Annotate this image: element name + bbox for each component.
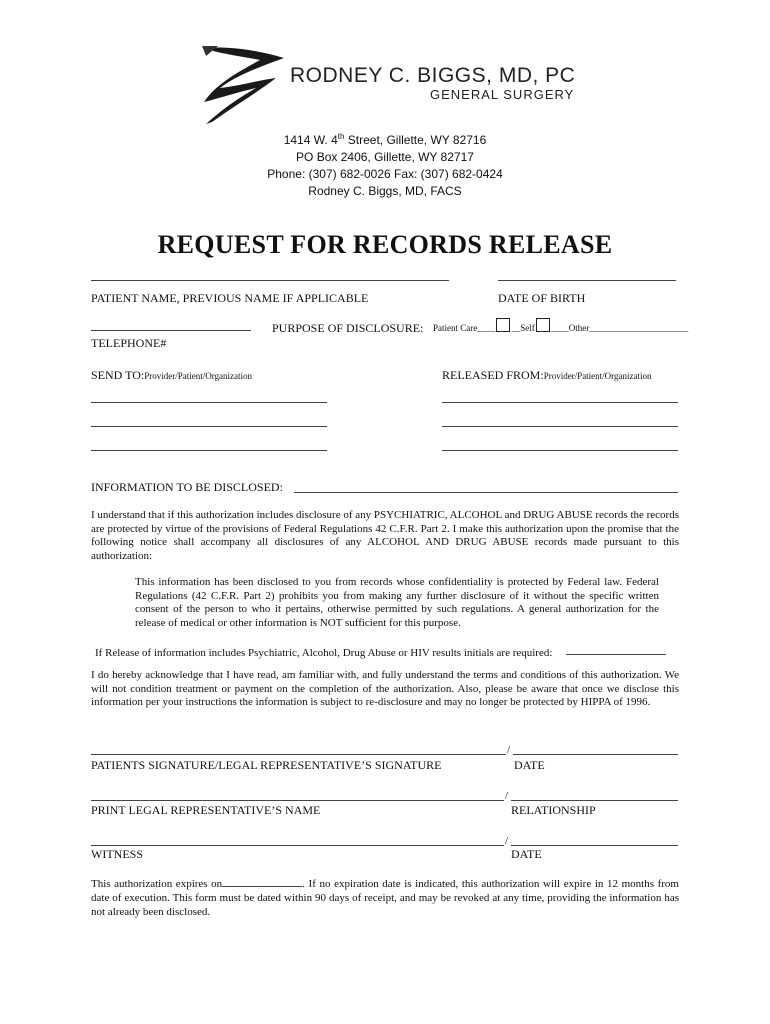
info-disclosed-label: INFORMATION TO BE DISCLOSED: bbox=[91, 480, 283, 494]
purpose-patient-care-label: Patient Care bbox=[433, 323, 478, 333]
federal-notice-paragraph: This information has been disclosed to you from records whose confidentiality is protected by Federal law. Federal Regulations (42 C.F.R. Part 2) prohibits you from making any further disclosure of it without the specific written consent of the person to who it pertains, otherwise permitted by such regulations. A general authorization for the release of medical or other information is NOT sufficient for this purpose. bbox=[135, 576, 659, 629]
signature-date-field[interactable] bbox=[513, 754, 678, 755]
practice-specialty: GENERAL SURGERY bbox=[430, 87, 575, 102]
signature-label: PATIENTS SIGNATURE/LEGAL REPRESENTATIVE’S SIGNATURE bbox=[91, 758, 442, 772]
witness-label: WITNESS bbox=[91, 847, 143, 861]
released-from-heading bbox=[442, 366, 652, 384]
logo-swoosh-icon bbox=[198, 44, 288, 126]
witness-field[interactable] bbox=[91, 845, 504, 846]
po-box: PO Box 2406, Gillette, WY 82717 bbox=[296, 150, 474, 164]
self-checkbox[interactable] bbox=[536, 318, 550, 332]
send-to-heading bbox=[91, 366, 252, 384]
send-to-line-3[interactable] bbox=[91, 450, 327, 451]
print-name-label: PRINT LEGAL REPRESENTATIVE’S NAME bbox=[91, 803, 321, 817]
psych-disclosure-paragraph: I understand that if this authorization includes disclosure of any PSYCHIATRIC, ALCOHOL and DRUG ABUSE records the records are protected by virtue of the provisions of Federal Regulations 42 C.F.R. Part 2. I make this authorization upon the promise that the following notice shall accompany all disclosures of any ALCOHOL AND DRUG ABUSE records made pursuant to this authorization: bbox=[91, 509, 680, 562]
send-to-label: SEND TO: bbox=[91, 368, 145, 382]
acknowledge-paragraph: I do hereby acknowledge that I have read, am familiar with, and fully understand the terms and conditions of this authorization. We will not condition treatment or payment on the completion of the authorization. Also, please be aware that once we disclose this information per your instructions the information is subject to re-disclosure and may no longer be protected by HIPPA of 1996. bbox=[91, 669, 679, 708]
expiration-pre: This authorization expires on bbox=[91, 878, 223, 890]
patient-name-label: PATIENT NAME, PREVIOUS NAME IF APPLICABLE bbox=[91, 291, 369, 305]
address-block bbox=[0, 128, 770, 200]
initials-text: If Release of information includes Psychiatric, Alcohol, Drug Abuse or HIV results initials are required: bbox=[95, 647, 553, 659]
signature-field[interactable] bbox=[91, 754, 506, 755]
purpose-options: Patient Care____ __Self ____Other______________________ bbox=[433, 318, 679, 336]
page-title: REQUEST FOR RECORDS RELEASE bbox=[157, 230, 613, 259]
send-to-line-2[interactable] bbox=[91, 426, 327, 427]
witness-date-field[interactable] bbox=[511, 845, 678, 846]
purpose-self-label: Self bbox=[520, 323, 535, 333]
relationship-label: RELATIONSHIP bbox=[511, 803, 596, 817]
phone-fax: Phone: (307) 682-0026 Fax: (307) 682-0424 bbox=[267, 167, 503, 181]
print-name-field[interactable] bbox=[91, 800, 504, 801]
info-disclosed-field[interactable] bbox=[294, 492, 678, 493]
street-address: 1414 W. 4th Street, Gillette, WY 82716 bbox=[283, 132, 487, 147]
practice-name: RODNEY C. BIGGS, MD, PC bbox=[290, 64, 576, 87]
patient-care-checkbox[interactable] bbox=[496, 318, 510, 332]
telephone-field[interactable] bbox=[91, 330, 251, 331]
send-to-line-1[interactable] bbox=[91, 402, 327, 403]
released-from-line-1[interactable] bbox=[442, 402, 678, 403]
initials-field[interactable] bbox=[566, 654, 666, 655]
initials-row bbox=[95, 643, 552, 661]
dob-label: DATE OF BIRTH bbox=[498, 291, 586, 305]
relationship-field[interactable] bbox=[511, 800, 678, 801]
witness-slash: / bbox=[505, 835, 509, 847]
practice-logo bbox=[198, 44, 578, 126]
expiration-date-field[interactable] bbox=[222, 877, 302, 887]
expiration-post: . If no expiration date is indicated, this authorization will expire in 12 months from date of execution. This form must be dated within 90 days of receipt, and may be revoked at any time, providing the information has not already been disclosed. bbox=[91, 878, 679, 918]
released-from-line-2[interactable] bbox=[442, 426, 678, 427]
signature-date-label: DATE bbox=[514, 758, 545, 772]
dob-field[interactable] bbox=[498, 280, 676, 281]
expiration-paragraph bbox=[91, 877, 679, 919]
signature-slash: / bbox=[507, 744, 511, 756]
purpose-label: PURPOSE OF DISCLOSURE: bbox=[272, 321, 424, 335]
released-from-hint: Provider/Patient/Organization bbox=[543, 371, 652, 381]
released-from-line-3[interactable] bbox=[442, 450, 678, 451]
patient-name-field[interactable] bbox=[91, 280, 449, 281]
send-to-hint: Provider/Patient/Organization bbox=[144, 371, 253, 381]
doctor-name: Rodney C. Biggs, MD, FACS bbox=[308, 184, 462, 198]
print-slash: / bbox=[505, 790, 509, 802]
purpose-other-label: Other bbox=[568, 323, 590, 333]
released-from-label: RELEASED FROM: bbox=[442, 368, 544, 382]
telephone-label: TELEPHONE# bbox=[91, 336, 167, 350]
witness-date-label: DATE bbox=[511, 847, 542, 861]
